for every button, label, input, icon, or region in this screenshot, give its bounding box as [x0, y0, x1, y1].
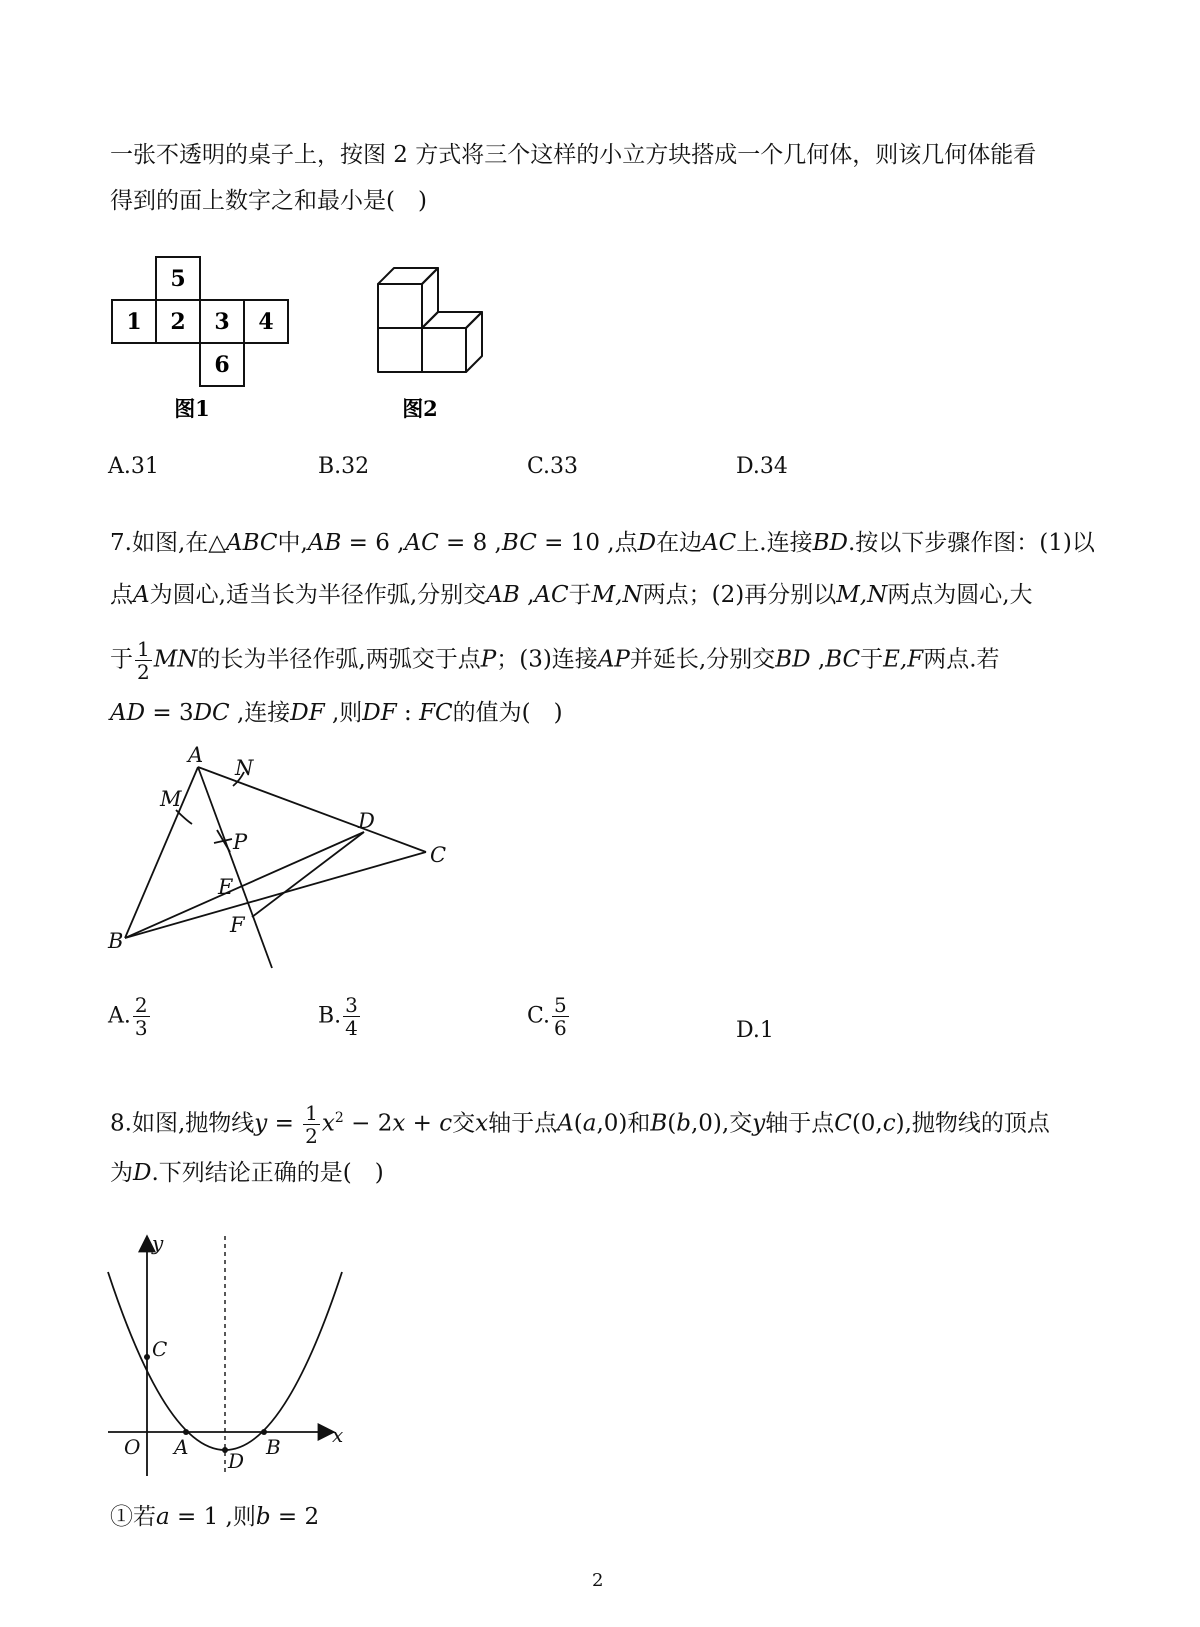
q6-option-c: C.33 — [527, 454, 579, 479]
face-4: 4 — [258, 309, 274, 335]
figure-1-cube-net — [100, 250, 300, 430]
figure-2-stacked-cubes — [370, 262, 510, 432]
label-D: D — [228, 1449, 245, 1473]
label-x: x — [332, 1423, 344, 1447]
q7-triangle-figure — [100, 743, 460, 970]
page-number: 2 — [592, 1570, 604, 1591]
label-F: F — [230, 913, 245, 937]
q7-option-c: C. $\frac{5}{6}$ — [527, 993, 567, 1040]
q7-option-b: B. $\frac{3}{4}$ — [318, 993, 358, 1040]
q7-line-1: 7.如图,在△ABC中,AB = 6 ,AC = 8 ,BC = 10 ,点D在边AC上.连接BD.按以下步骤作图：(1)以 — [110, 530, 1095, 556]
q7-line-3: 于 $\frac{1}{2}$ MN的长为半径作弧,两弧交于点P；(3)连接AP并延长,分别交BD ,BC于E,F两点.若 — [110, 637, 1000, 684]
face-2: 2 — [170, 309, 186, 335]
face-5: 5 — [170, 266, 186, 292]
q6-option-a: A.31 — [108, 454, 159, 479]
label-A: A — [188, 743, 204, 767]
q6-line-1: 一张不透明的桌子上，按图 2 方式将三个这样的小立方块搭成一个几何体，则该几何体能看 — [110, 142, 1037, 168]
figure-1-caption: 图1 — [174, 396, 210, 421]
q6-option-b: B.32 — [318, 454, 370, 479]
label-C: C — [430, 843, 447, 867]
label-N: N — [235, 756, 254, 780]
q8-line-1: 8.如图,抛物线y = $\frac{1}{2}$ $x^2 - 2x + c$交x轴于点A(a,0)和B(b,0),交y轴于点C(0,c),抛物线的顶点 — [110, 1101, 1050, 1148]
q6-option-d: D.34 — [736, 454, 788, 479]
label-C: C — [152, 1337, 168, 1361]
fraction-one-half: $\frac{1}{2}$ — [137, 637, 150, 684]
label-B: B — [108, 929, 124, 953]
q7-line-2: 点A为圆心,适当长为半径作弧,分别交AB ,AC于M,N两点；(2)再分别以M,N两点为圆心,大 — [110, 582, 1033, 608]
q8-line-2: 为D.下列结论正确的是( ) — [110, 1160, 384, 1186]
face-6: 6 — [214, 352, 230, 378]
face-3: 3 — [214, 309, 230, 335]
label-y: y — [152, 1231, 164, 1255]
label-D: D — [358, 809, 375, 833]
q8-parabola-figure — [100, 1228, 360, 1478]
label-E: E — [218, 875, 234, 899]
fraction-one-half: $\frac{1}{2}$ — [305, 1101, 318, 1148]
label-O: O — [124, 1435, 141, 1459]
q8-statement-1: ①若a = 1 ,则b = 2 — [110, 1504, 320, 1530]
label-A: A — [174, 1435, 189, 1459]
label-M: M — [160, 787, 182, 811]
q7-line-4: AD = 3DC ,连接DF ,则DF : FC的值为( ) — [110, 700, 563, 726]
face-1: 1 — [126, 309, 142, 335]
q6-line-2: 得到的面上数字之和最小是( ) — [110, 188, 427, 214]
q7-option-d: D.1 — [736, 1018, 774, 1043]
label-B: B — [266, 1435, 281, 1459]
q7-option-a: A. $\frac{2}{3}$ — [108, 993, 148, 1040]
figure-2-caption: 图2 — [402, 396, 438, 421]
label-P: P — [233, 830, 248, 854]
